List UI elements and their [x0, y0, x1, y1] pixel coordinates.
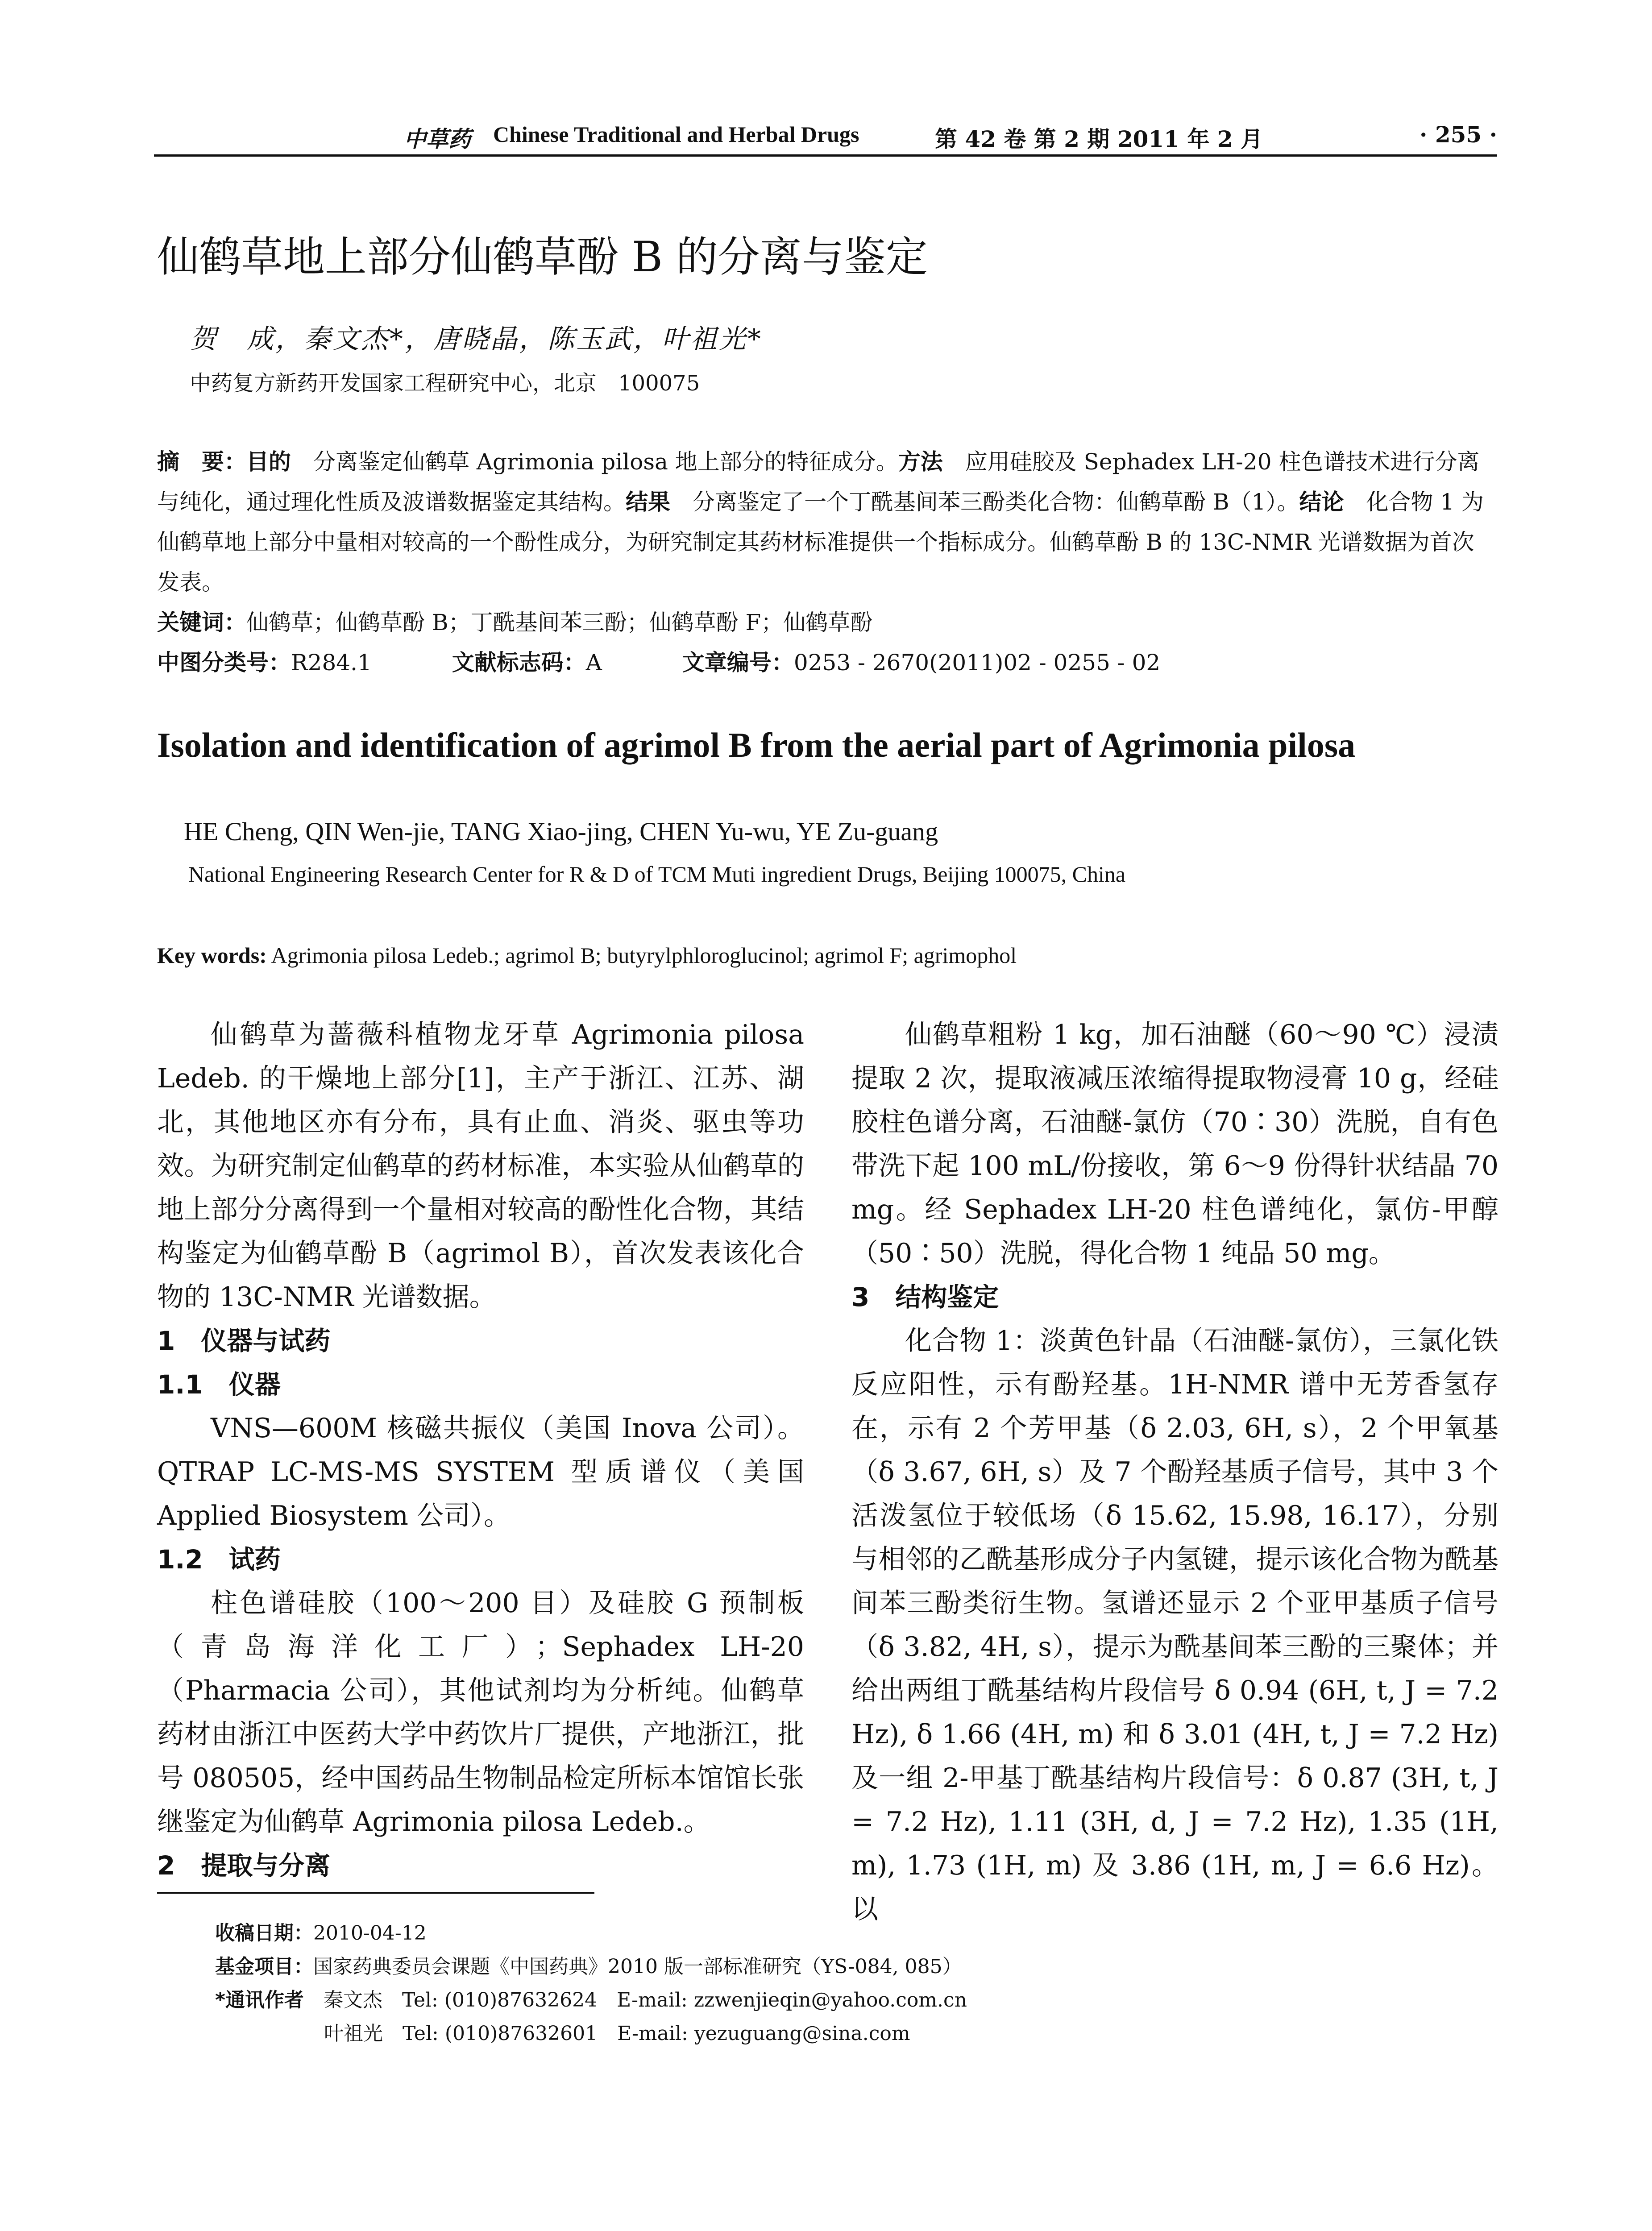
section-3-heading: 3 结构鉴定: [851, 1282, 999, 1312]
section-1-heading: 1 仪器与试药: [157, 1326, 331, 1356]
running-header: [154, 118, 1497, 153]
clc-label: 中图分类号：: [157, 650, 291, 676]
journal-name-cn: 中草药: [404, 126, 471, 152]
corresponding-author-line-1: [215, 1983, 967, 2017]
body-column-left: [157, 1013, 804, 1887]
purpose-text: 分离鉴定仙鹤草 Agrimonia pilosa 地上部分的特征成分。: [291, 449, 898, 475]
section-1-2-heading: 1.2 试药: [157, 1544, 281, 1575]
fund-label: 基金项目：: [215, 1955, 313, 1978]
purpose-label: 目的: [246, 449, 291, 475]
section-2-heading: 2 提取与分离: [157, 1850, 331, 1881]
fund-text: 国家药典委员会课题《中国药典》2010 版一部标准研究（YS-084, 085）: [313, 1955, 962, 1978]
corresponding-label: *通讯作者: [215, 1989, 304, 2011]
method-text: 应用硅胶及 Sephadex LH-20 柱色谱技术进行分离与纯化，通过理化性质及波谱数据鉴定其结构。: [157, 449, 1480, 515]
authors-en: HE Cheng, QIN Wen-jie, TANG Xiao-jing, CHEN Yu-wu, YE Zu-guang: [184, 817, 938, 846]
abstract-label: 摘 要：: [157, 449, 246, 475]
fund-line: [215, 1950, 967, 1983]
received-label: 收稿日期：: [215, 1922, 313, 1945]
reagents-paragraph: 柱色谱硅胶（100～200 目）及硅胶 G 预制板（青岛海洋化工厂）；Sephadex LH-20（Pharmacia 公司），其他试剂均为分析纯。仙鹤草药材由浙江中医药大学中药饮片厂提供，产地浙江，批号 080505，经中国药品生物制品检定所标本馆馆长张继鉴定为仙鹤草 Agrimonia pilosa Ledeb.。: [157, 1588, 804, 1837]
issue-info: 第 42 卷 第 2 期 2011 年 2 月: [935, 126, 1263, 152]
affiliation-cn: 中药复方新药开发国家工程研究中心，北京 100075: [190, 371, 700, 396]
received-date: 2010-04-12: [313, 1922, 427, 1945]
result-text: 分离鉴定了一个丁酰基间苯三酚类化合物：仙鹤草酚 B（1）。: [670, 489, 1299, 515]
result-label: 结果: [626, 489, 670, 515]
title-en: Isolation and identification of agrimol B from the aerial part of Agrimonia pilosa: [157, 726, 1356, 764]
received-date-line: [215, 1916, 967, 1950]
body-column-right: [851, 1013, 1498, 1931]
page-number: · 255 ·: [1420, 121, 1497, 148]
doc-code-label: 文献标志码：: [452, 650, 586, 676]
keywords-cn-text: 仙鹤草；仙鹤草酚 B；丁酰基间苯三酚；仙鹤草酚 F；仙鹤草酚: [246, 610, 873, 635]
conclusion-text: 化合物 1 为仙鹤草地上部分中量相对较高的一个酚性成分，为研究制定其药材标准提供一个指标成分。仙鹤草酚 B 的 13C-NMR 光谱数据为首次发表。: [157, 489, 1484, 595]
instruments-paragraph: VNS—600M 核磁共振仪（美国 Inova 公司）。QTRAP LC-MS-MS SYSTEM 型质谱仪（美国 Applied Biosystem 公司）。: [157, 1413, 804, 1531]
keywords-en: [157, 942, 1017, 968]
title-cn: 仙鹤草地上部分仙鹤草酚 B 的分离与鉴定: [157, 233, 928, 282]
abstract-cn: [157, 442, 1496, 683]
header-rule: [154, 154, 1497, 157]
footnote-rule: [157, 1892, 594, 1894]
section-1-1-heading: 1.1 仪器: [157, 1369, 281, 1400]
journal-name-en: Chinese Traditional and Herbal Drugs: [493, 122, 859, 147]
keywords-cn-label: 关键词：: [157, 610, 246, 635]
article-no-value: 0253 - 2670(2011)02 - 0255 - 02: [793, 650, 1161, 676]
method-label: 方法: [898, 449, 943, 475]
footnotes: [215, 1916, 967, 2050]
corresponding-author-line-2: [215, 2017, 967, 2050]
keywords-en-label: Key words:: [157, 943, 267, 968]
keywords-cn: [157, 602, 1496, 643]
doc-code-value: A: [585, 650, 602, 676]
article-no-label: 文章编号：: [682, 650, 794, 676]
keywords-en-text: Agrimonia pilosa Ledeb.; agrimol B; butyrylphloroglucinol; agrimol F; agrimophol: [266, 943, 1017, 968]
affiliation-en: National Engineering Research Center for R & D of TCM Muti ingredient Drugs, Beijing 100075, China: [188, 862, 1126, 887]
structure-paragraph: 化合物 1：淡黄色针晶（石油醚-氯仿），三氯化铁反应阳性，示有酚羟基。1H-NMR 谱中无芳香氢存在，示有 2 个芳甲基（δ 2.03, 6H, s），2 个甲氧基（δ 3.67, 6H, s）及 7 个酚羟基质子信号，其中 3 个活泼氢位于较低场（δ 15.62, 15.98, 16.17），分别与相邻的乙酰基形成分子内氢键，提示该化合物为酰基间苯三酚类衍生物。氢谱还显示 2 个亚甲基质子信号（δ 3.82, 4H, s），提示为酰基间苯三酚的三聚体；并给出两组丁酰基结构片段信号 δ 0.94 (6H, t, J = 7.2 Hz), δ 1.66 (4H, m) 和 δ 3.01 (4H, t, J = 7.2 Hz) 及一组 2-甲基丁酰基结构片段信号：δ 0.87 (3H, t, J = 7.2 Hz), 1.11 (3H, d, J = 7.2 Hz), 1.35 (1H, m), 1.73 (1H, m) 及 3.86 (1H, m, J = 6.6 Hz)。以: [851, 1325, 1498, 1925]
authors-cn: 贺 成，秦文杰*，唐晓晶，陈玉武，叶祖光*: [190, 323, 763, 355]
clc-value: R284.1: [291, 650, 372, 676]
extraction-paragraph: 仙鹤草粗粉 1 kg，加石油醚（60～90 ℃）浸渍提取 2 次，提取液减压浓缩得提取物浸膏 10 g，经硅胶柱色谱分离，石油醚-氯仿（70∶30）洗脱，自有色带洗下起 100 mL/份接收，第 6～9 份得针状结晶 70 mg。经 Sephadex LH-20 柱色谱纯化，氯仿-甲醇（50∶50）洗脱，得化合物 1 纯品 50 mg。: [851, 1019, 1498, 1269]
conclusion-label: 结论: [1299, 489, 1344, 515]
corresponding-author-2: 叶祖光 Tel: (010)87632601 E-mail: yezuguang@sina.com: [324, 2022, 910, 2045]
intro-paragraph: 仙鹤草为蔷薇科植物龙牙草 Agrimonia pilosa Ledeb. 的干燥地上部分[1]，主产于浙江、江苏、湖北，其他地区亦有分布，具有止血、消炎、驱虫等功效。为研究制定仙鹤草的药材标准，本实验从仙鹤草的地上部分分离得到一个量相对较高的酚性化合物，其结构鉴定为仙鹤草酚 B（agrimol B），首次发表该化合物的 13C-NMR 光谱数据。: [157, 1019, 804, 1313]
classification-line: [157, 643, 1496, 683]
corresponding-author-1: 秦文杰 Tel: (010)87632624 E-mail: zzwenjieqin@yahoo.com.cn: [304, 1989, 967, 2011]
